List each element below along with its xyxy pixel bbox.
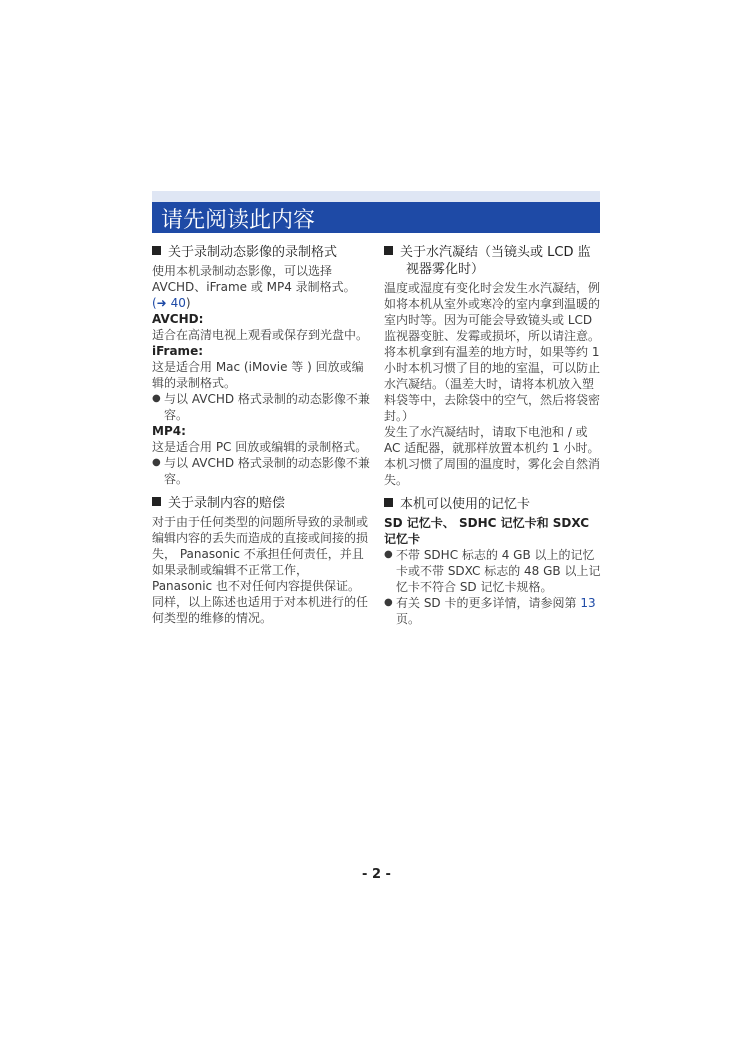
iframe-bullet: ● 与以 AVCHD 格式录制的动态影像不兼容。 xyxy=(152,391,370,423)
section-title-memory-cards: 本机可以使用的记忆卡 xyxy=(384,496,602,513)
mp4-text: 这是适合用 PC 回放或编辑的录制格式。 xyxy=(152,440,368,454)
memory-card-bullet-2: ● 有关 SD 卡的更多详情，请参阅第 13 页。 xyxy=(384,595,602,627)
compensation-text: 对于由于任何类型的问题所导致的录制或编辑内容的丢失而造成的直接或间接的损失， Panasonic 不承担任何责任，并且如果录制或编辑不正常工作， Panasonic 也不对任何内容提供保证。同样，以上陈述也适用于对本机进行的任何类型的维修的情况。 xyxy=(152,515,369,625)
left-column xyxy=(152,244,370,626)
memory-card-bullet-1: ● 不带 SDHC 标志的 4 GB 以上的记忆卡或不带 SDXC 标志的 48 GB 以上记忆卡不符合 SD 记忆卡规格。 xyxy=(384,547,602,595)
mp4-bullet: ● 与以 AVCHD 格式录制的动态影像不兼容。 xyxy=(152,455,370,487)
condensation-p3: 发生了水汽凝结时，请取下电池和 / 或 AC 适配器，就那样放置本机约 1 小时。本机习惯了周围的温度时，雾化会自然消失。 xyxy=(384,425,601,487)
mp4-label: MP4: xyxy=(152,424,186,438)
square-bullet-icon xyxy=(384,246,393,255)
section-title-recording-format: 关于录制动态影像的录制格式 xyxy=(152,244,370,261)
condensation-p2: 将本机拿到有温差的地方时，如果等约 1 小时本机习惯了目的地的室温，可以防止水汽凝结。（温差大时，请将本机放入塑料袋等中，去除袋中的空气，然后将袋密封。） xyxy=(384,345,601,423)
iframe-label: iFrame: xyxy=(152,344,203,358)
page-link-13[interactable]: 13 xyxy=(580,596,596,610)
condensation-p1: 温度或湿度有变化时会发生水汽凝结，例如将本机从室外或寒冷的室内拿到温暖的室内时等。因为可能会导致镜头或 LCD 监视器变脏、发霉或损坏，所以请注意。 xyxy=(384,281,601,343)
section-title-compensation: 关于录制内容的赔偿 xyxy=(152,495,370,512)
square-bullet-icon xyxy=(152,246,161,255)
square-bullet-icon xyxy=(384,498,393,507)
iframe-text: 这是适合用 Mac (iMovie 等 ) 回放或编辑的录制格式。 xyxy=(152,360,364,390)
recording-format-intro: 使用本机录制动态影像，可以选择 AVCHD、iFrame 或 MP4 录制格式。 (➜ 40) xyxy=(152,264,356,310)
avchd-label: AVCHD: xyxy=(152,312,204,326)
square-bullet-icon xyxy=(152,497,161,506)
section-header-bar xyxy=(152,191,600,233)
right-column xyxy=(384,244,602,627)
page-number: - 2 - xyxy=(362,867,391,882)
page-title: 请先阅读此内容 xyxy=(161,208,316,233)
page-ref[interactable]: (➜ 40) xyxy=(152,296,191,310)
section-title-condensation: 关于水汽凝结（当镜头或 LCD 监视器雾化时） xyxy=(384,244,602,278)
avchd-text: 适合在高清电视上观看或保存到光盘中。 xyxy=(152,328,369,342)
memory-card-types: SD 记忆卡、 SDHC 记忆卡和 SDXC 记忆卡 xyxy=(384,516,590,546)
